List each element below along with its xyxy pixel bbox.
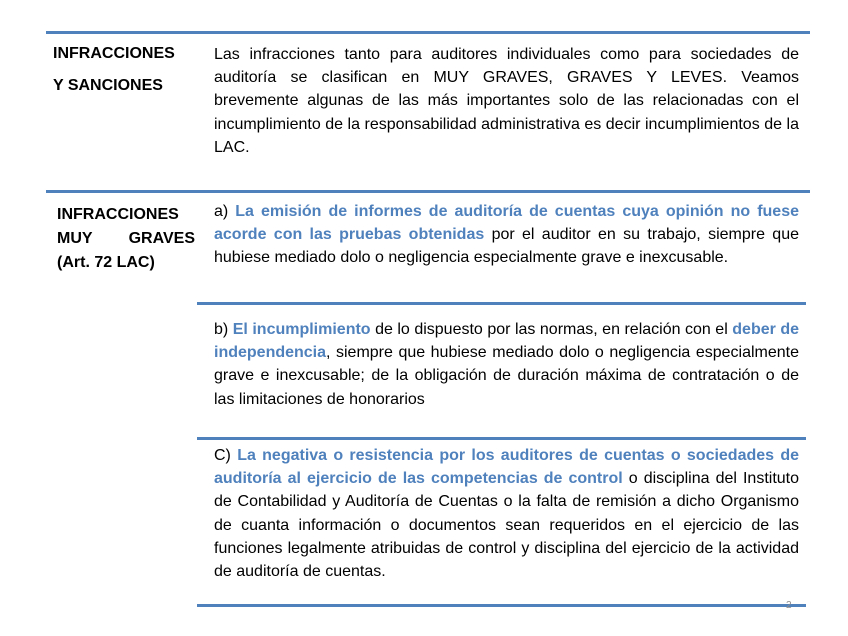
item-b-prefix: b) <box>214 321 233 338</box>
item-b-highlight-1: El incumplimiento <box>232 321 371 338</box>
label-line-3: (Art. 72 LAC) <box>57 254 155 271</box>
item-b-highlight-2: deber de independencia <box>214 321 800 362</box>
label-line-1: INFRACCIONES <box>53 45 175 62</box>
page-number: 2 <box>786 600 792 611</box>
intro-text: Las infracciones tanto para auditores individuales como para sociedades de auditoría se clasifican en MUY GRAVES, GRAVES Y LEVES. Veamos brevemente algunas de las más importantes solo de las relacionadas con el incumplimiento de la responsabilidad administrativa es decir incumplimientos de la LAC. <box>214 46 799 156</box>
item-b-divider <box>197 437 806 440</box>
top-divider <box>46 31 810 34</box>
label-graves: GRAVES <box>128 230 195 247</box>
item-b-mid: de lo dispuesto por las normas, en relación con el <box>370 321 733 338</box>
item-a-rest: por el auditor en su trabajo, siempre que hubiese mediado dolo o negligencia especialmente grave e inexcusable. <box>214 226 799 267</box>
item-c-highlight: La negativa o resistencia por los auditores de cuentas o sociedades de auditoría al ejercicio de las competencias de control <box>214 447 800 488</box>
item-b-paragraph <box>214 318 799 411</box>
item-c-rest: o disciplina del Instituto de Contabilidad y Auditoría de Cuentas o la falta de remisión a dicho Organismo de cuanta información o documentos sean requeridos en el ejercicio de las funciones legalmente atribuidas de control y disciplina del ejercicio de la actividad de auditoría de cuentas. <box>214 470 800 581</box>
item-c-paragraph <box>214 444 799 583</box>
item-a-highlight: La emisión de informes de auditoría de cuentas cuya opinión no fuese acorde con las pruebas obtenidas <box>214 203 800 244</box>
item-c-prefix: C) <box>214 447 238 464</box>
item-a-paragraph <box>214 200 799 270</box>
section-divider <box>46 190 810 193</box>
item-b-rest: , siempre que hubiese mediado dolo o negligencia especialmente grave e inexcusable; de la obligación de duración máxima de contratación o de las limitaciones de honorarios <box>214 344 799 408</box>
bottom-divider <box>197 604 806 607</box>
label-line-2: Y SANCIONES <box>53 77 163 94</box>
label-line-1: INFRACCIONES <box>57 206 179 223</box>
label-line-2 <box>57 227 195 251</box>
item-a-divider <box>197 302 806 305</box>
section-label-muy-graves <box>57 203 195 275</box>
item-a-prefix: a) <box>214 203 236 220</box>
intro-paragraph <box>214 43 799 159</box>
section-label-infracciones-sanciones <box>53 38 175 102</box>
label-muy: MUY <box>57 230 93 247</box>
